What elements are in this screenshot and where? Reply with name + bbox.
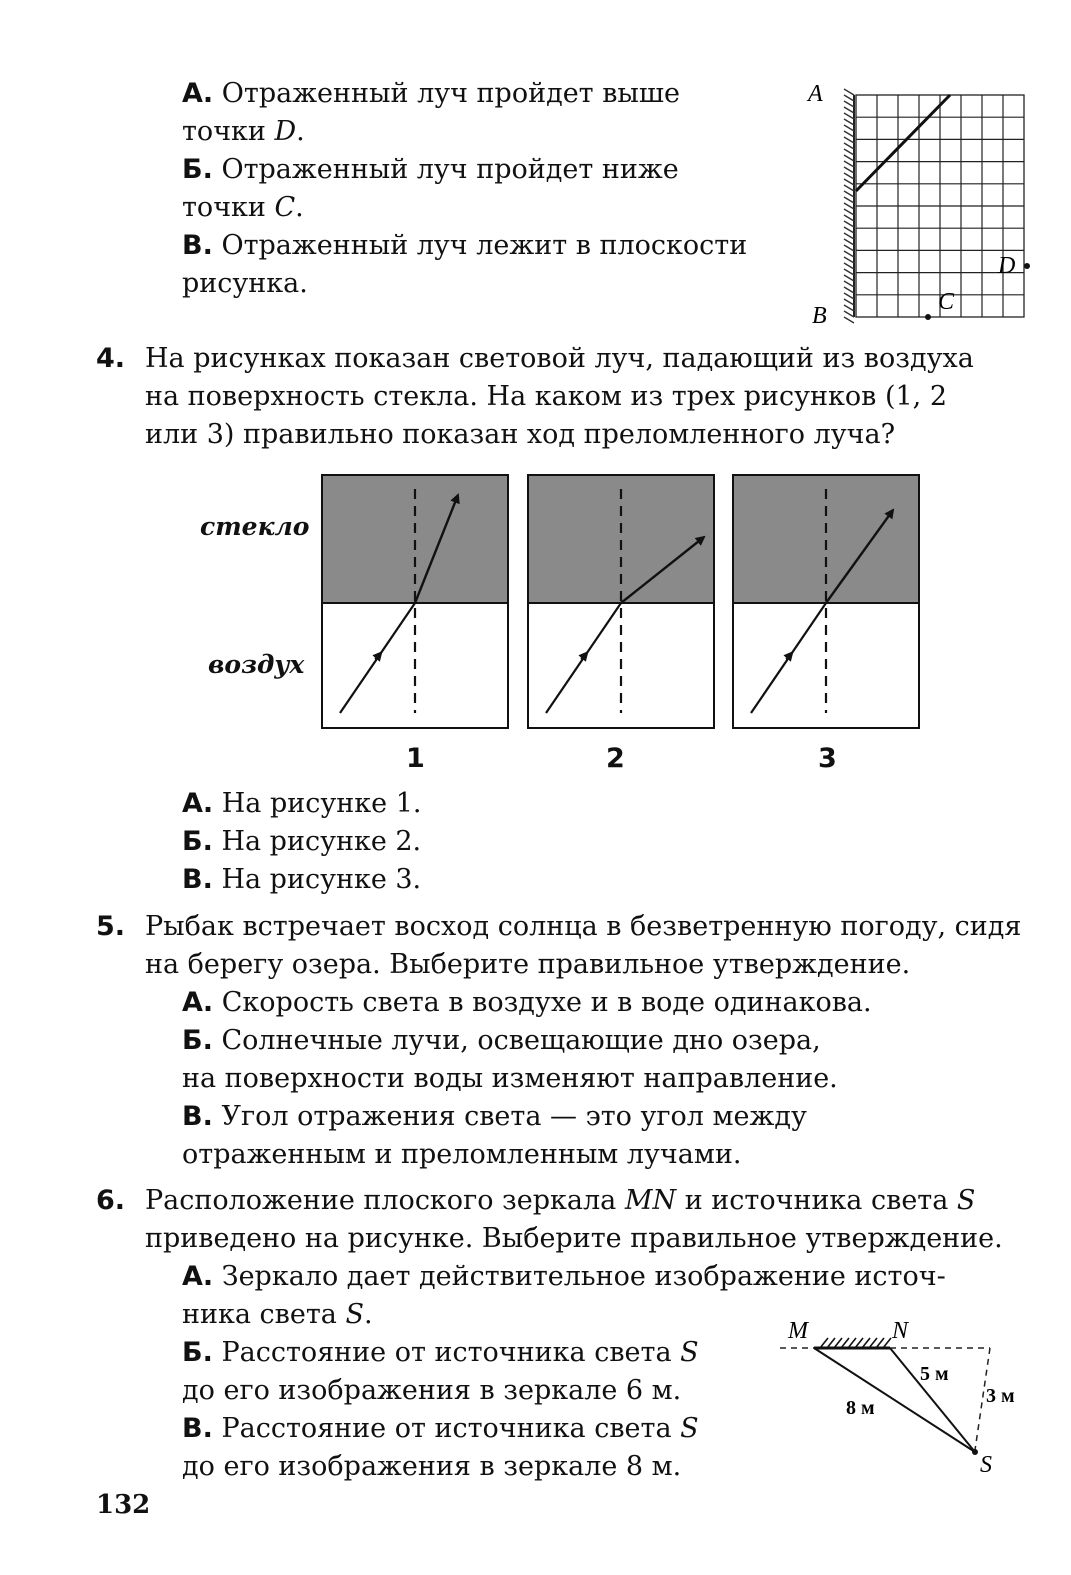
hatch-line — [844, 239, 854, 245]
answer-label: А. — [182, 788, 214, 819]
answer-label: В. — [182, 1101, 213, 1132]
hatch-line — [844, 233, 854, 239]
q3-answer-c — [182, 227, 747, 265]
label-c: C — [938, 289, 955, 315]
q4-line-3: или 3) правильно показан ход преломленного луча? — [145, 419, 896, 450]
answer-text: Расстояние от источника света — [221, 1337, 681, 1368]
source-label: S — [956, 1185, 976, 1216]
label-b: B — [812, 303, 827, 329]
hatch-line — [844, 149, 854, 155]
air-label: воздух — [208, 650, 305, 679]
answer-label: Б. — [182, 826, 213, 857]
source-s-dot — [972, 1449, 978, 1455]
answer-text: . — [296, 116, 305, 147]
q5-line-1: Рыбак встречает восход солнца в безветренную погоду, сидя — [145, 911, 1022, 942]
q3-answer-a — [182, 75, 680, 113]
answer-label: Б. — [182, 1337, 213, 1368]
answer-text: На рисунке 3. — [221, 864, 422, 895]
hatch-line — [844, 167, 854, 173]
label-m: M — [788, 1318, 808, 1344]
answer-text: Солнечные лучи, освещающие дно озера, — [221, 1025, 821, 1056]
hatch-line — [844, 191, 854, 197]
answer-label: А. — [182, 987, 214, 1018]
hatch-line — [844, 113, 854, 119]
q3-mirror-grid-figure — [800, 75, 1040, 330]
q6-answer-b-cont: до его изображения в зеркале 6 м. — [182, 1375, 682, 1406]
panel-number-3: 3 — [818, 743, 837, 774]
label-d: D — [998, 253, 1016, 279]
answer-text: Отраженный луч лежит в плоскости — [221, 230, 748, 261]
hatch-line — [844, 311, 854, 317]
answer-text: рисунка. — [182, 268, 308, 299]
hatch-line — [844, 137, 854, 143]
q5-line-2: на берегу озера. Выберите правильное утверждение. — [145, 949, 911, 980]
q6-mirror-figure — [770, 1310, 1040, 1490]
q5-answer-b-cont: на поверхности воды изменяют направление. — [182, 1063, 838, 1094]
answer-text: Зеркало дает действительное изображение источ- — [221, 1261, 946, 1292]
answer-text: точки — [182, 116, 275, 147]
hatch-line — [844, 281, 854, 287]
q6-answer-c — [182, 1410, 699, 1448]
hatch-line — [844, 119, 854, 125]
hatch-line — [844, 107, 854, 113]
hatch-line — [844, 287, 854, 293]
panel-number-2: 2 — [606, 743, 625, 774]
hatch-line — [844, 269, 854, 275]
source-label: S — [345, 1299, 364, 1330]
hatch-line — [844, 197, 854, 203]
q5-answer-b — [182, 1022, 821, 1060]
answer-text: Расстояние от источника света — [221, 1413, 681, 1444]
answer-text: Скорость света в воздухе и в воде одинакова. — [221, 987, 872, 1018]
hatch-line — [844, 209, 854, 215]
answer-label: А. — [182, 78, 214, 109]
hatch-line — [844, 275, 854, 281]
answer-text: . — [295, 192, 304, 223]
page-number: 132 — [96, 1490, 151, 1520]
point-c: C — [274, 192, 296, 223]
answer-text: На рисунке 2. — [221, 826, 422, 857]
answer-label: В. — [182, 1413, 213, 1444]
refraction-panel-1 — [322, 475, 508, 728]
hatch-line — [844, 293, 854, 299]
q4-answer-a — [182, 785, 421, 823]
answer-text: ника света — [182, 1299, 346, 1330]
hatch-line — [844, 125, 854, 131]
answer-label: Б. — [182, 154, 213, 185]
answer-label: Б. — [182, 1025, 213, 1056]
hatch-line — [844, 155, 854, 161]
hatch-line — [844, 173, 854, 179]
answer-text: точки — [182, 192, 275, 223]
q6-answer-a-cont — [182, 1296, 373, 1334]
label-n: N — [892, 1318, 909, 1344]
hatch-line — [844, 143, 854, 149]
glass-label: стекло — [200, 512, 310, 541]
hatch-line — [844, 179, 854, 185]
q3-answer-a-cont — [182, 113, 305, 151]
distance-3m: 3 м — [986, 1385, 1015, 1407]
answer-text: Отраженный луч пройдет ниже — [221, 154, 679, 185]
q4-answer-b — [182, 823, 421, 861]
refraction-panel-2 — [528, 475, 714, 728]
hatch-line — [844, 257, 854, 263]
point-c-dot — [925, 314, 931, 320]
hatch-line — [844, 95, 854, 101]
answer-label: А. — [182, 1261, 214, 1292]
hatch-line — [844, 161, 854, 167]
answer-text: На рисунке 1. — [221, 788, 422, 819]
hatch-line — [844, 131, 854, 137]
refraction-figures — [300, 465, 940, 785]
hatch-line — [844, 227, 854, 233]
q3-answer-c-cont — [182, 265, 308, 303]
refraction-panel-3 — [733, 475, 919, 728]
mirror-label: MN — [624, 1185, 677, 1216]
answer-label: В. — [182, 864, 213, 895]
question-text: Расположение плоского зеркала — [145, 1185, 625, 1216]
q5-answer-a — [182, 984, 872, 1022]
panel-number-1: 1 — [406, 743, 425, 774]
q6-answer-b — [182, 1334, 699, 1372]
distance-8m: 8 м — [846, 1397, 875, 1419]
source-label: S — [680, 1413, 699, 1444]
answer-label: В. — [182, 230, 213, 261]
point-d-dot — [1024, 263, 1030, 269]
q3-answer-b — [182, 151, 679, 189]
q6-line-1 — [145, 1182, 975, 1220]
ray-m-s — [814, 1348, 975, 1452]
incident-ray — [856, 95, 950, 191]
hatch-line — [844, 251, 854, 257]
q5-answer-c-cont: отраженным и преломленным лучами. — [182, 1139, 742, 1170]
hatch-line — [844, 263, 854, 269]
q4-line-2: на поверхность стекла. На каком из трех рисунков (1, 2 — [145, 381, 948, 412]
q6-answer-a — [182, 1258, 946, 1296]
q4-answer-c — [182, 861, 421, 899]
hatch-line — [844, 215, 854, 221]
question-text: и источника света — [676, 1185, 957, 1216]
hatch-line — [844, 299, 854, 305]
q4-line-1: На рисунках показан световой луч, падающий из воздуха — [145, 343, 974, 374]
q3-answer-b-cont — [182, 189, 304, 227]
q6-answer-c-cont: до его изображения в зеркале 8 м. — [182, 1451, 682, 1482]
source-label: S — [680, 1337, 699, 1368]
q5-number: 5. — [96, 911, 126, 942]
hatch-line — [844, 245, 854, 251]
hatch-line — [844, 203, 854, 209]
q5-answer-c — [182, 1098, 807, 1136]
point-d: D — [274, 116, 297, 147]
answer-text: Угол отражения света — это угол между — [221, 1101, 807, 1132]
hatch-line — [844, 305, 854, 311]
label-a: A — [808, 81, 823, 107]
hatch-line — [844, 185, 854, 191]
q6-number: 6. — [96, 1185, 126, 1216]
label-s: S — [980, 1452, 992, 1478]
hatch-line — [844, 221, 854, 227]
hatch-line — [844, 101, 854, 107]
answer-text: Отраженный луч пройдет выше — [221, 78, 680, 109]
q6-line-2: приведено на рисунке. Выберите правильное утверждение. — [145, 1223, 1003, 1254]
distance-5m: 5 м — [920, 1363, 949, 1385]
hatch-line — [844, 89, 854, 95]
q4-number: 4. — [96, 343, 126, 374]
hatch-line — [844, 317, 854, 323]
answer-text: . — [363, 1299, 373, 1330]
